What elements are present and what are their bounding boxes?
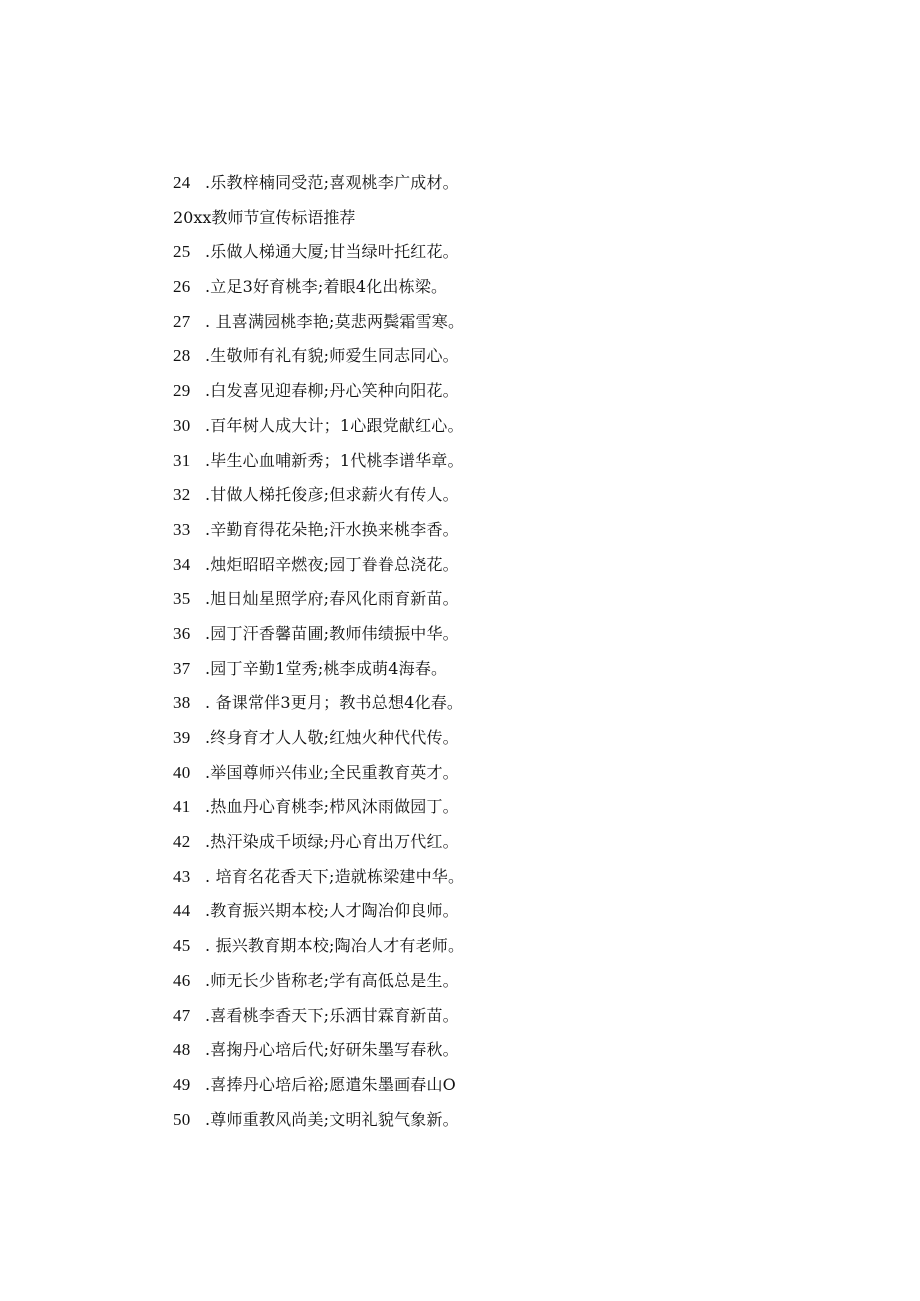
slogan-number: 33: [173, 519, 191, 539]
slogan-number: 24: [173, 173, 191, 192]
slogan-number: 38: [173, 693, 191, 713]
slogan-item: [173, 378, 873, 413]
slogan-number: 47: [173, 1005, 191, 1025]
slogan-item: [173, 933, 873, 968]
slogan-text: .热血丹心育桃李;栉风沐雨做园丁。: [205, 797, 459, 817]
slogan-number: 25: [173, 242, 191, 262]
slogan-text: . 振兴教育期本校;陶冶人才有老师。: [205, 936, 465, 956]
slogan-text: .白发喜见迎春柳;丹心笑种向阳花。: [205, 381, 459, 401]
slogan-item: [173, 448, 873, 483]
slogan-text: .百年树人成大计；1心跟党献红心。: [205, 415, 464, 435]
slogan-number: 43: [173, 866, 191, 886]
slogan-text: .烛炬昭昭辛燃夜;园丁眷眷总浇花。: [205, 554, 459, 574]
slogan-number: 30: [173, 415, 191, 435]
slogan-item: [173, 552, 873, 587]
slogan-text: .甘做人梯托俊彦;但求薪火有传人。: [205, 485, 459, 505]
slogan-text: .园丁汗香馨苗圃;教师伟绩振中华。: [205, 623, 459, 643]
slogan-text: .热汗染成千顷绿;丹心育出万代红。: [205, 832, 459, 852]
slogan-item: [173, 482, 873, 517]
slogan-text: .喜捧丹心培后裕;愿遣朱墨画春山O: [205, 1074, 456, 1094]
slogan-text: .辛勤育得花朵艳;汗水换来桃李香。: [205, 519, 459, 539]
slogan-item: [173, 586, 873, 621]
slogan-number: 42: [173, 832, 191, 852]
slogan-text: .师无长少皆称老;学有高低总是生。: [205, 970, 459, 990]
slogan-number: 27: [173, 311, 191, 331]
slogan-text: .教育振兴期本校;人才陶冶仰良师。: [205, 901, 459, 921]
slogan-item: [173, 343, 873, 378]
slogan-number: 31: [173, 450, 191, 470]
slogan-number: 29: [173, 381, 191, 401]
slogan-number: 39: [173, 728, 191, 747]
slogan-item: [173, 239, 873, 274]
slogan-text: . 备课常伴3更月；教书总想4化春。: [205, 693, 464, 713]
slogan-item: [173, 309, 873, 344]
slogan-text: . 培育名花香天下;造就栋梁建中华。: [205, 866, 465, 886]
slogan-item: [173, 760, 873, 795]
slogan-number: 32: [173, 485, 191, 505]
slogan-item: [173, 1037, 873, 1072]
slogan-text: .生敬师有礼有貌;师爱生同志同心。: [205, 346, 459, 366]
slogan-text: .立足3好育桃李;着眼4化出栋梁。: [205, 277, 448, 297]
slogan-text: .终身育才人人敬;红烛火种代代传。: [205, 728, 459, 747]
slogan-text: . 且喜满园桃李艳;莫悲两鬓霜雪寒。: [205, 311, 465, 331]
slogan-number: 35: [173, 589, 191, 609]
slogan-number: 46: [173, 970, 191, 990]
slogan-number: 45: [173, 936, 191, 956]
slogan-text: .毕生心血哺新秀；1代桃李谱华章。: [205, 450, 464, 470]
slogan-number: 28: [173, 346, 191, 366]
slogan-item: [173, 413, 873, 448]
slogan-text: .乐教梓楠同受范;喜观桃李广成材。: [205, 173, 459, 192]
slogan-number: 37: [173, 658, 191, 678]
slogan-text: .园丁辛勤1堂秀;桃李成萌4海春。: [205, 658, 448, 678]
slogan-number: 41: [173, 797, 191, 817]
slogan-text: .尊师重教风尚美;文明礼貌气象新。: [205, 1109, 459, 1129]
slogan-item: [173, 898, 873, 933]
slogan-list: [173, 170, 873, 1141]
slogan-item: [173, 621, 873, 656]
slogan-item: [173, 864, 873, 899]
slogan-item: [173, 829, 873, 864]
slogan-number: 48: [173, 1040, 191, 1060]
slogan-number: 49: [173, 1074, 191, 1094]
slogan-number: 50: [173, 1109, 191, 1129]
slogan-text: .喜看桃李香天下;乐洒甘霖育新苗。: [205, 1005, 459, 1025]
slogan-text: .旭日灿星照学府;春风化雨育新苗。: [205, 589, 459, 609]
slogan-number: 44: [173, 901, 191, 921]
section-heading: 20xx教师节宣传标语推荐: [173, 207, 356, 227]
slogan-text: .举国尊师兴伟业;全民重教育英才。: [205, 762, 459, 782]
slogan-number: 36: [173, 623, 191, 643]
slogan-item: [173, 274, 873, 309]
slogan-text: .喜掬丹心培后代;好研朱墨写春秋。: [205, 1040, 459, 1060]
slogan-item: [173, 1107, 873, 1142]
slogan-number: 34: [173, 554, 191, 574]
slogan-item: [173, 794, 873, 829]
slogan-item: [173, 517, 873, 552]
slogan-item: [173, 1003, 873, 1038]
slogan-item: [173, 690, 873, 725]
slogan-item: [173, 968, 873, 1003]
slogan-item: [173, 656, 873, 691]
slogan-number: 40: [173, 762, 191, 782]
slogan-item: [173, 170, 873, 205]
slogan-number: 26: [173, 277, 191, 297]
slogan-item: [173, 725, 873, 760]
slogan-item: [173, 1072, 873, 1107]
slogan-text: .乐做人梯通大厦;甘当绿叶托红花。: [205, 242, 459, 262]
